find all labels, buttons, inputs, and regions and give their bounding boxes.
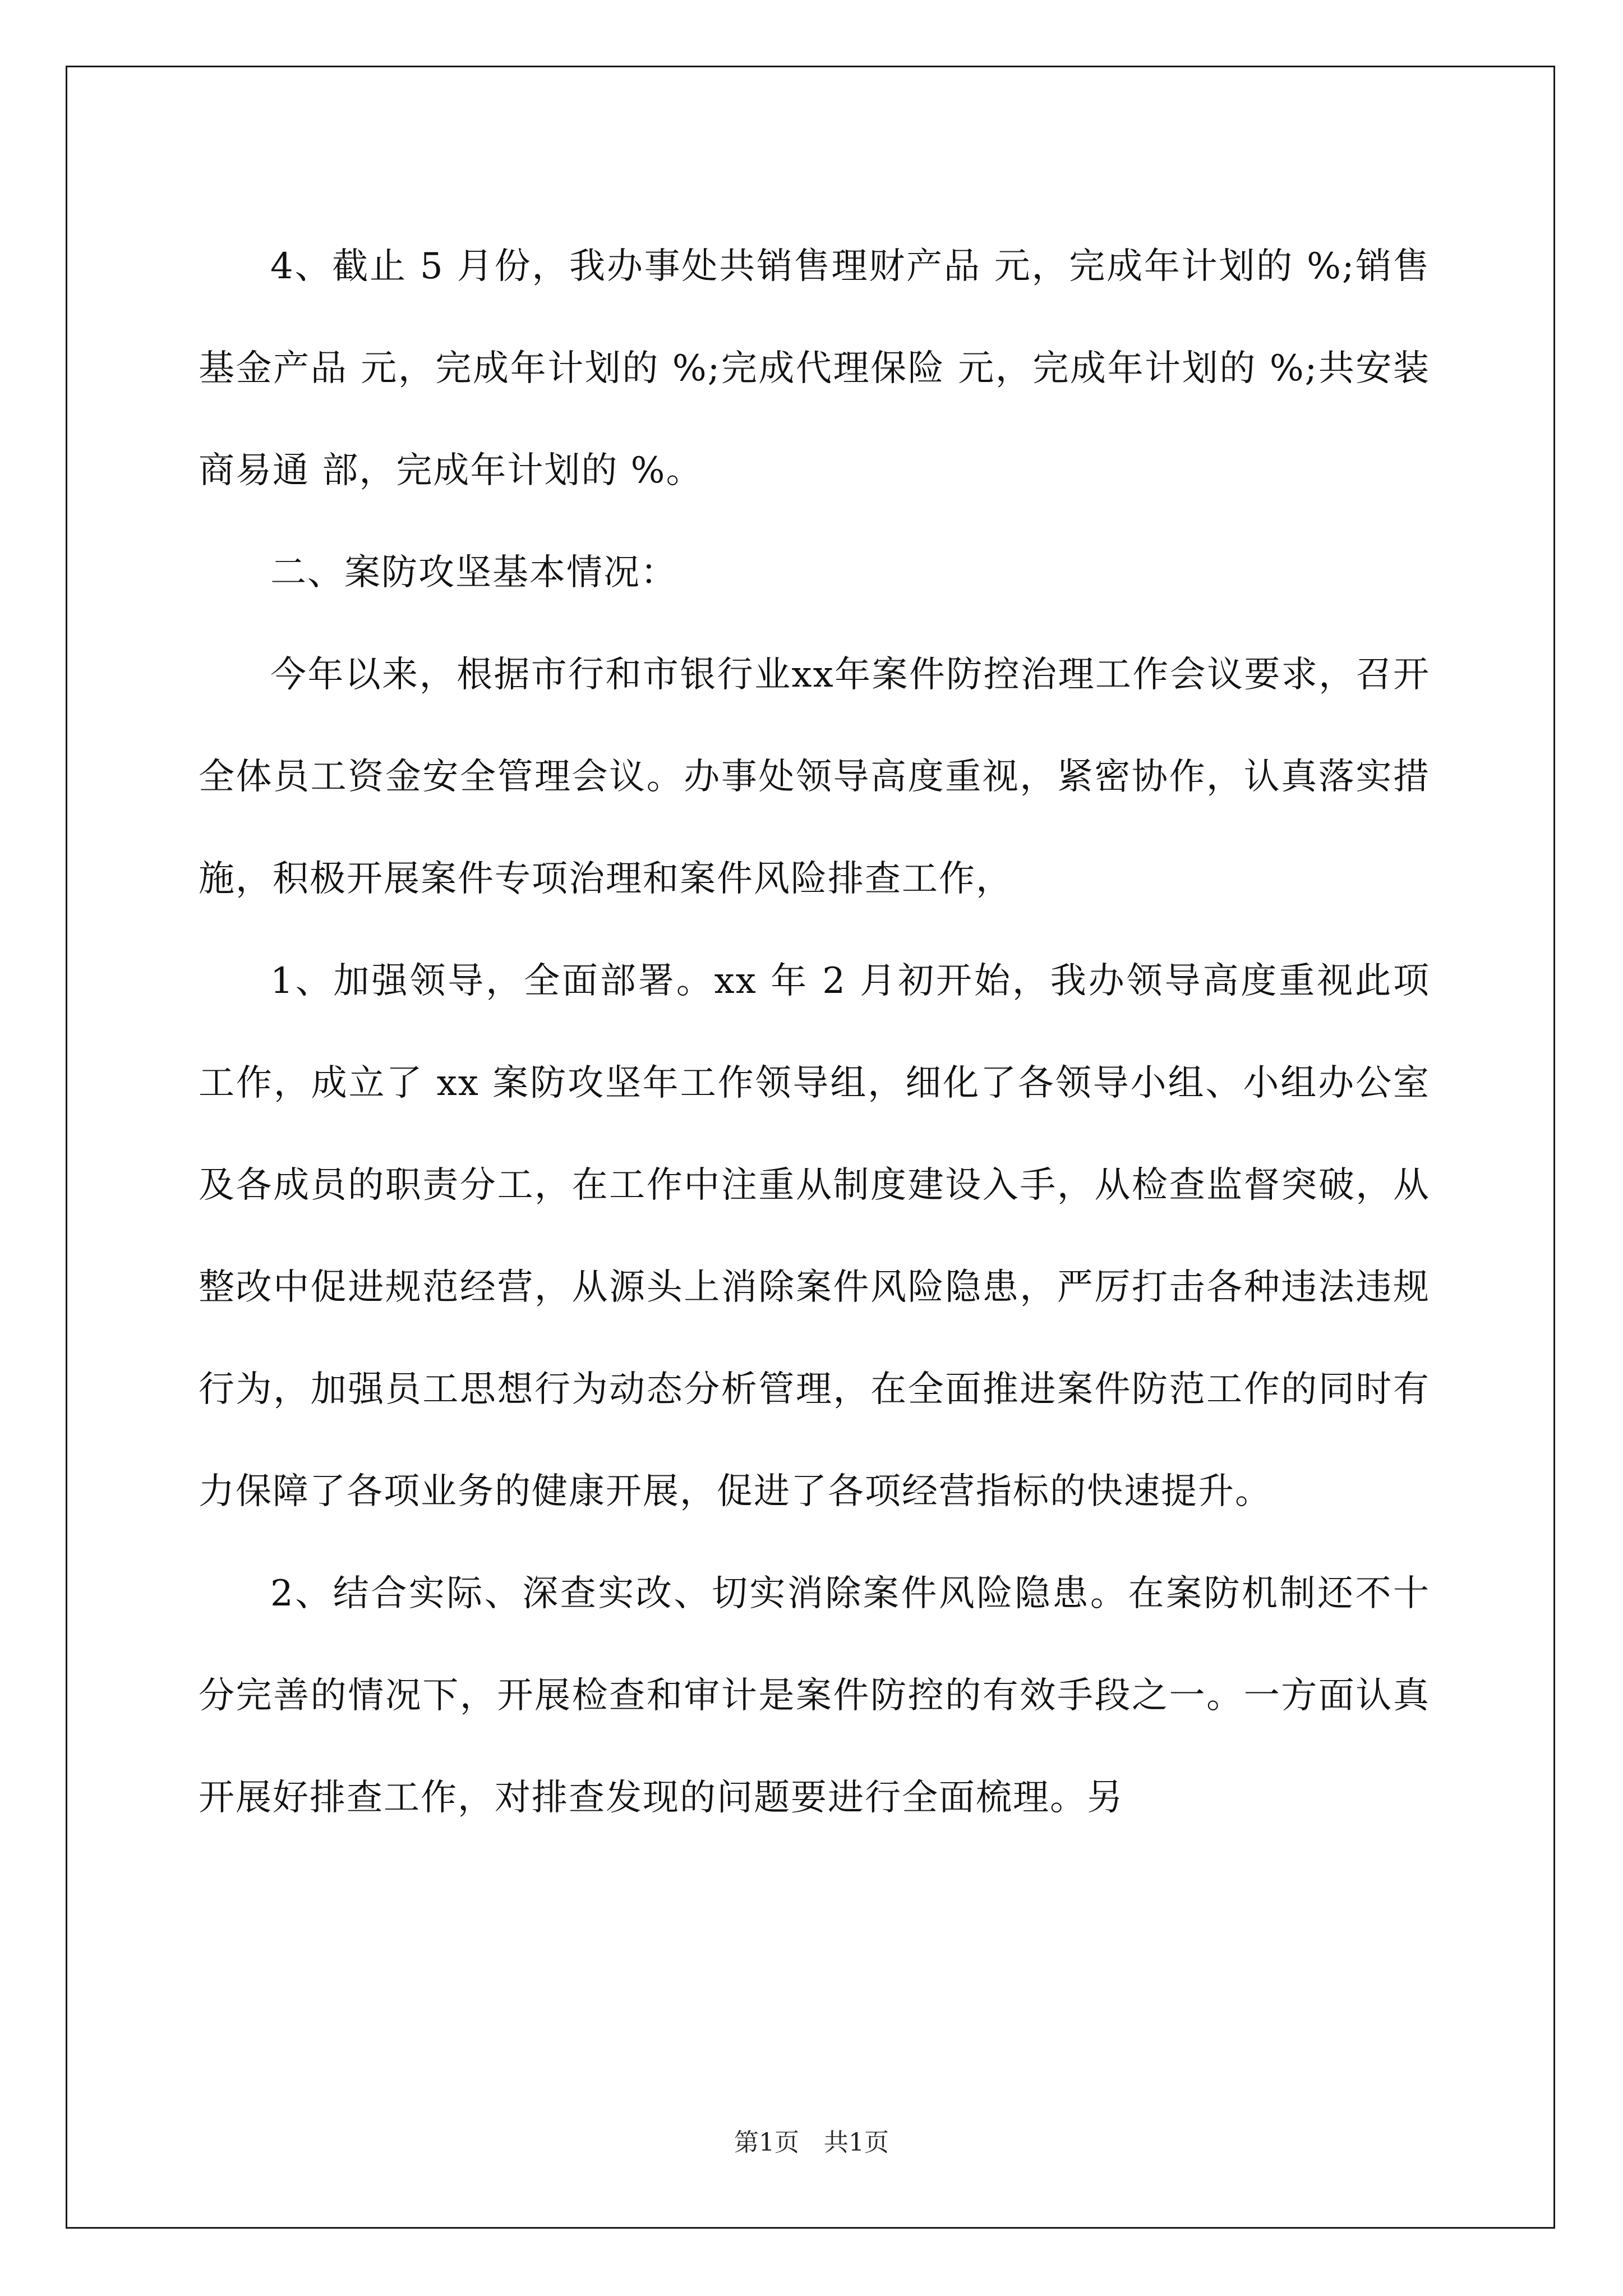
paragraph-intro: 今年以来，根据市行和市银行业xx年案件防控治理工作会议要求，召开全体员工资金安全管理会议。办事处领导高度重视，紧密协作，认真落实措施，积极开展案件专项治理和案件风险排查工作， [199,654,1430,900]
paragraph-item-2: 2、结合实际、深查实改、切实消除案件风险隐患。在案防机制还不十分完善的情况下，开展检查和审计是案件防控的有效手段之一。一方面认真开展好排查工作，对排查发现的问题要进行全面梳理。另 [199,1573,1430,1819]
page-total: 共1页 [824,2128,889,2157]
document-body [199,215,1430,1849]
page-footer [0,2126,1623,2160]
page-number: 第1页 [734,2128,799,2157]
section-heading-case-prevention: 二、案防攻坚基本情况： [270,552,677,593]
paragraph-sales-summary: 4、截止 5 月份，我办事处共销售理财产品 元，完成年计划的 %;销售基金产品 元，完成年计划的 %;完成代理保险 元，完成年计划的 %;共安装商易通 部，完成年计划的 %。 [199,246,1430,491]
paragraph-item-1: 1、加强领导，全面部署。xx 年 2 月初开始，我办领导高度重视此项工作，成立了 xx 案防攻坚年工作领导组，细化了各领导小组、小组办公室及各成员的职责分工，在工作中注重从制度建设入手，从检查监督突破，从整改中促进规范经营，从源头上消除案件风险隐患，严厉打击各种违法违规行为，加强员工思想行为动态分析管理，在全面推进案件防范工作的同时有力保障了各项业务的健康开展，促进了各项经营指标的快速提升。 [199,960,1430,1512]
